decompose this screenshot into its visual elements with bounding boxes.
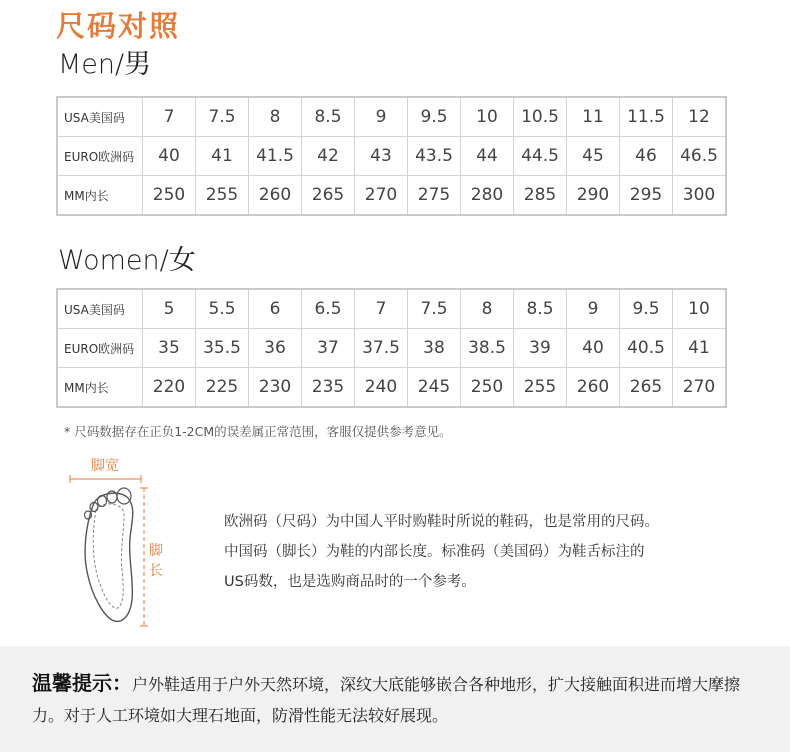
size-cell: 35 [143, 329, 196, 368]
size-cell: 5.5 [196, 289, 249, 329]
size-cell: 285 [514, 176, 567, 216]
size-cell: 40 [567, 329, 620, 368]
size-cell: 235 [302, 368, 355, 408]
size-cell: 255 [196, 176, 249, 216]
size-cell: 265 [620, 368, 673, 408]
size-row [57, 368, 726, 408]
row-label: EURO欧洲码 [57, 329, 143, 368]
men-heading: Men/男 [58, 49, 152, 80]
size-row [57, 97, 726, 137]
size-cell: 37 [302, 329, 355, 368]
women-heading: Women/女 [58, 245, 196, 276]
size-cell: 8.5 [514, 289, 567, 329]
size-cell: 9.5 [408, 97, 461, 137]
size-cell: 270 [673, 368, 727, 408]
size-cell: 7 [143, 97, 196, 137]
size-cell: 9.5 [620, 289, 673, 329]
size-cell: 11.5 [620, 97, 673, 137]
size-cell: 225 [196, 368, 249, 408]
size-cell: 265 [302, 176, 355, 216]
tolerance-note: * 尺码数据存在正负1-2CM的误差属正常范围，客服仅提供参考意见。 [64, 424, 452, 439]
size-cell: 300 [673, 176, 727, 216]
page-title: 尺码对照 [56, 9, 181, 43]
size-cell: 44 [461, 137, 514, 176]
size-cell: 7.5 [408, 289, 461, 329]
size-cell: 38 [408, 329, 461, 368]
size-cell: 7 [355, 289, 408, 329]
size-description [224, 507, 764, 597]
size-cell: 245 [408, 368, 461, 408]
size-cell: 240 [355, 368, 408, 408]
women-size-table [56, 288, 727, 408]
size-cell: 295 [620, 176, 673, 216]
row-label: USA美国码 [57, 289, 143, 329]
size-cell: 260 [249, 176, 302, 216]
size-cell: 275 [408, 176, 461, 216]
size-cell: 7.5 [196, 97, 249, 137]
row-label: USA美国码 [57, 97, 143, 137]
size-row [57, 329, 726, 368]
size-cell: 37.5 [355, 329, 408, 368]
description-line: 中国码（脚长）为鞋的内部长度。标准码（美国码）为鞋舌标注的 [224, 544, 645, 560]
size-cell: 230 [249, 368, 302, 408]
size-row [57, 137, 726, 176]
row-label: MM内长 [57, 176, 143, 216]
tip-banner [0, 646, 790, 752]
size-cell: 35.5 [196, 329, 249, 368]
size-cell: 46 [620, 137, 673, 176]
size-cell: 270 [355, 176, 408, 216]
size-cell: 280 [461, 176, 514, 216]
size-cell: 39 [514, 329, 567, 368]
size-cell: 8.5 [302, 97, 355, 137]
size-cell: 43 [355, 137, 408, 176]
size-cell: 6.5 [302, 289, 355, 329]
row-label: MM内长 [57, 368, 143, 408]
size-cell: 9 [567, 289, 620, 329]
description-line: 欧洲码（尺码）为中国人平时购鞋时所说的鞋码，也是常用的尺码。 [224, 514, 659, 530]
size-cell: 10.5 [514, 97, 567, 137]
size-cell: 250 [143, 176, 196, 216]
size-cell: 260 [567, 368, 620, 408]
size-cell: 12 [673, 97, 727, 137]
description-line: US码数，也是选购商品时的一个参考。 [224, 574, 476, 590]
size-cell: 41 [673, 329, 727, 368]
tip-label: 温馨提示： [32, 671, 132, 695]
size-cell: 40 [143, 137, 196, 176]
size-cell: 9 [355, 97, 408, 137]
size-cell: 11 [567, 97, 620, 137]
tip-text: 户外鞋适用于户外天然环境，深纹大底能够嵌合各种地形，扩大接触面积进而增大摩擦力。对于人工环境如大理石地面，防滑性能无法较好展现。 [32, 675, 741, 725]
size-cell: 44.5 [514, 137, 567, 176]
men-size-table [56, 96, 727, 216]
size-cell: 41.5 [249, 137, 302, 176]
size-cell: 290 [567, 176, 620, 216]
foot-diagram [66, 448, 176, 638]
size-cell: 8 [249, 97, 302, 137]
size-cell: 40.5 [620, 329, 673, 368]
foot-width-label: 脚宽 [91, 458, 119, 474]
size-cell: 41 [196, 137, 249, 176]
size-cell: 255 [514, 368, 567, 408]
size-cell: 6 [249, 289, 302, 329]
size-cell: 42 [302, 137, 355, 176]
size-cell: 10 [461, 97, 514, 137]
size-cell: 220 [143, 368, 196, 408]
size-row [57, 289, 726, 329]
size-cell: 36 [249, 329, 302, 368]
size-cell: 5 [143, 289, 196, 329]
size-row [57, 176, 726, 216]
size-cell: 10 [673, 289, 727, 329]
size-cell: 43.5 [408, 137, 461, 176]
size-cell: 38.5 [461, 329, 514, 368]
size-cell: 46.5 [673, 137, 727, 176]
foot-length-label: 脚长 [149, 543, 167, 579]
size-cell: 45 [567, 137, 620, 176]
size-cell: 8 [461, 289, 514, 329]
row-label: EURO欧洲码 [57, 137, 143, 176]
size-cell: 250 [461, 368, 514, 408]
